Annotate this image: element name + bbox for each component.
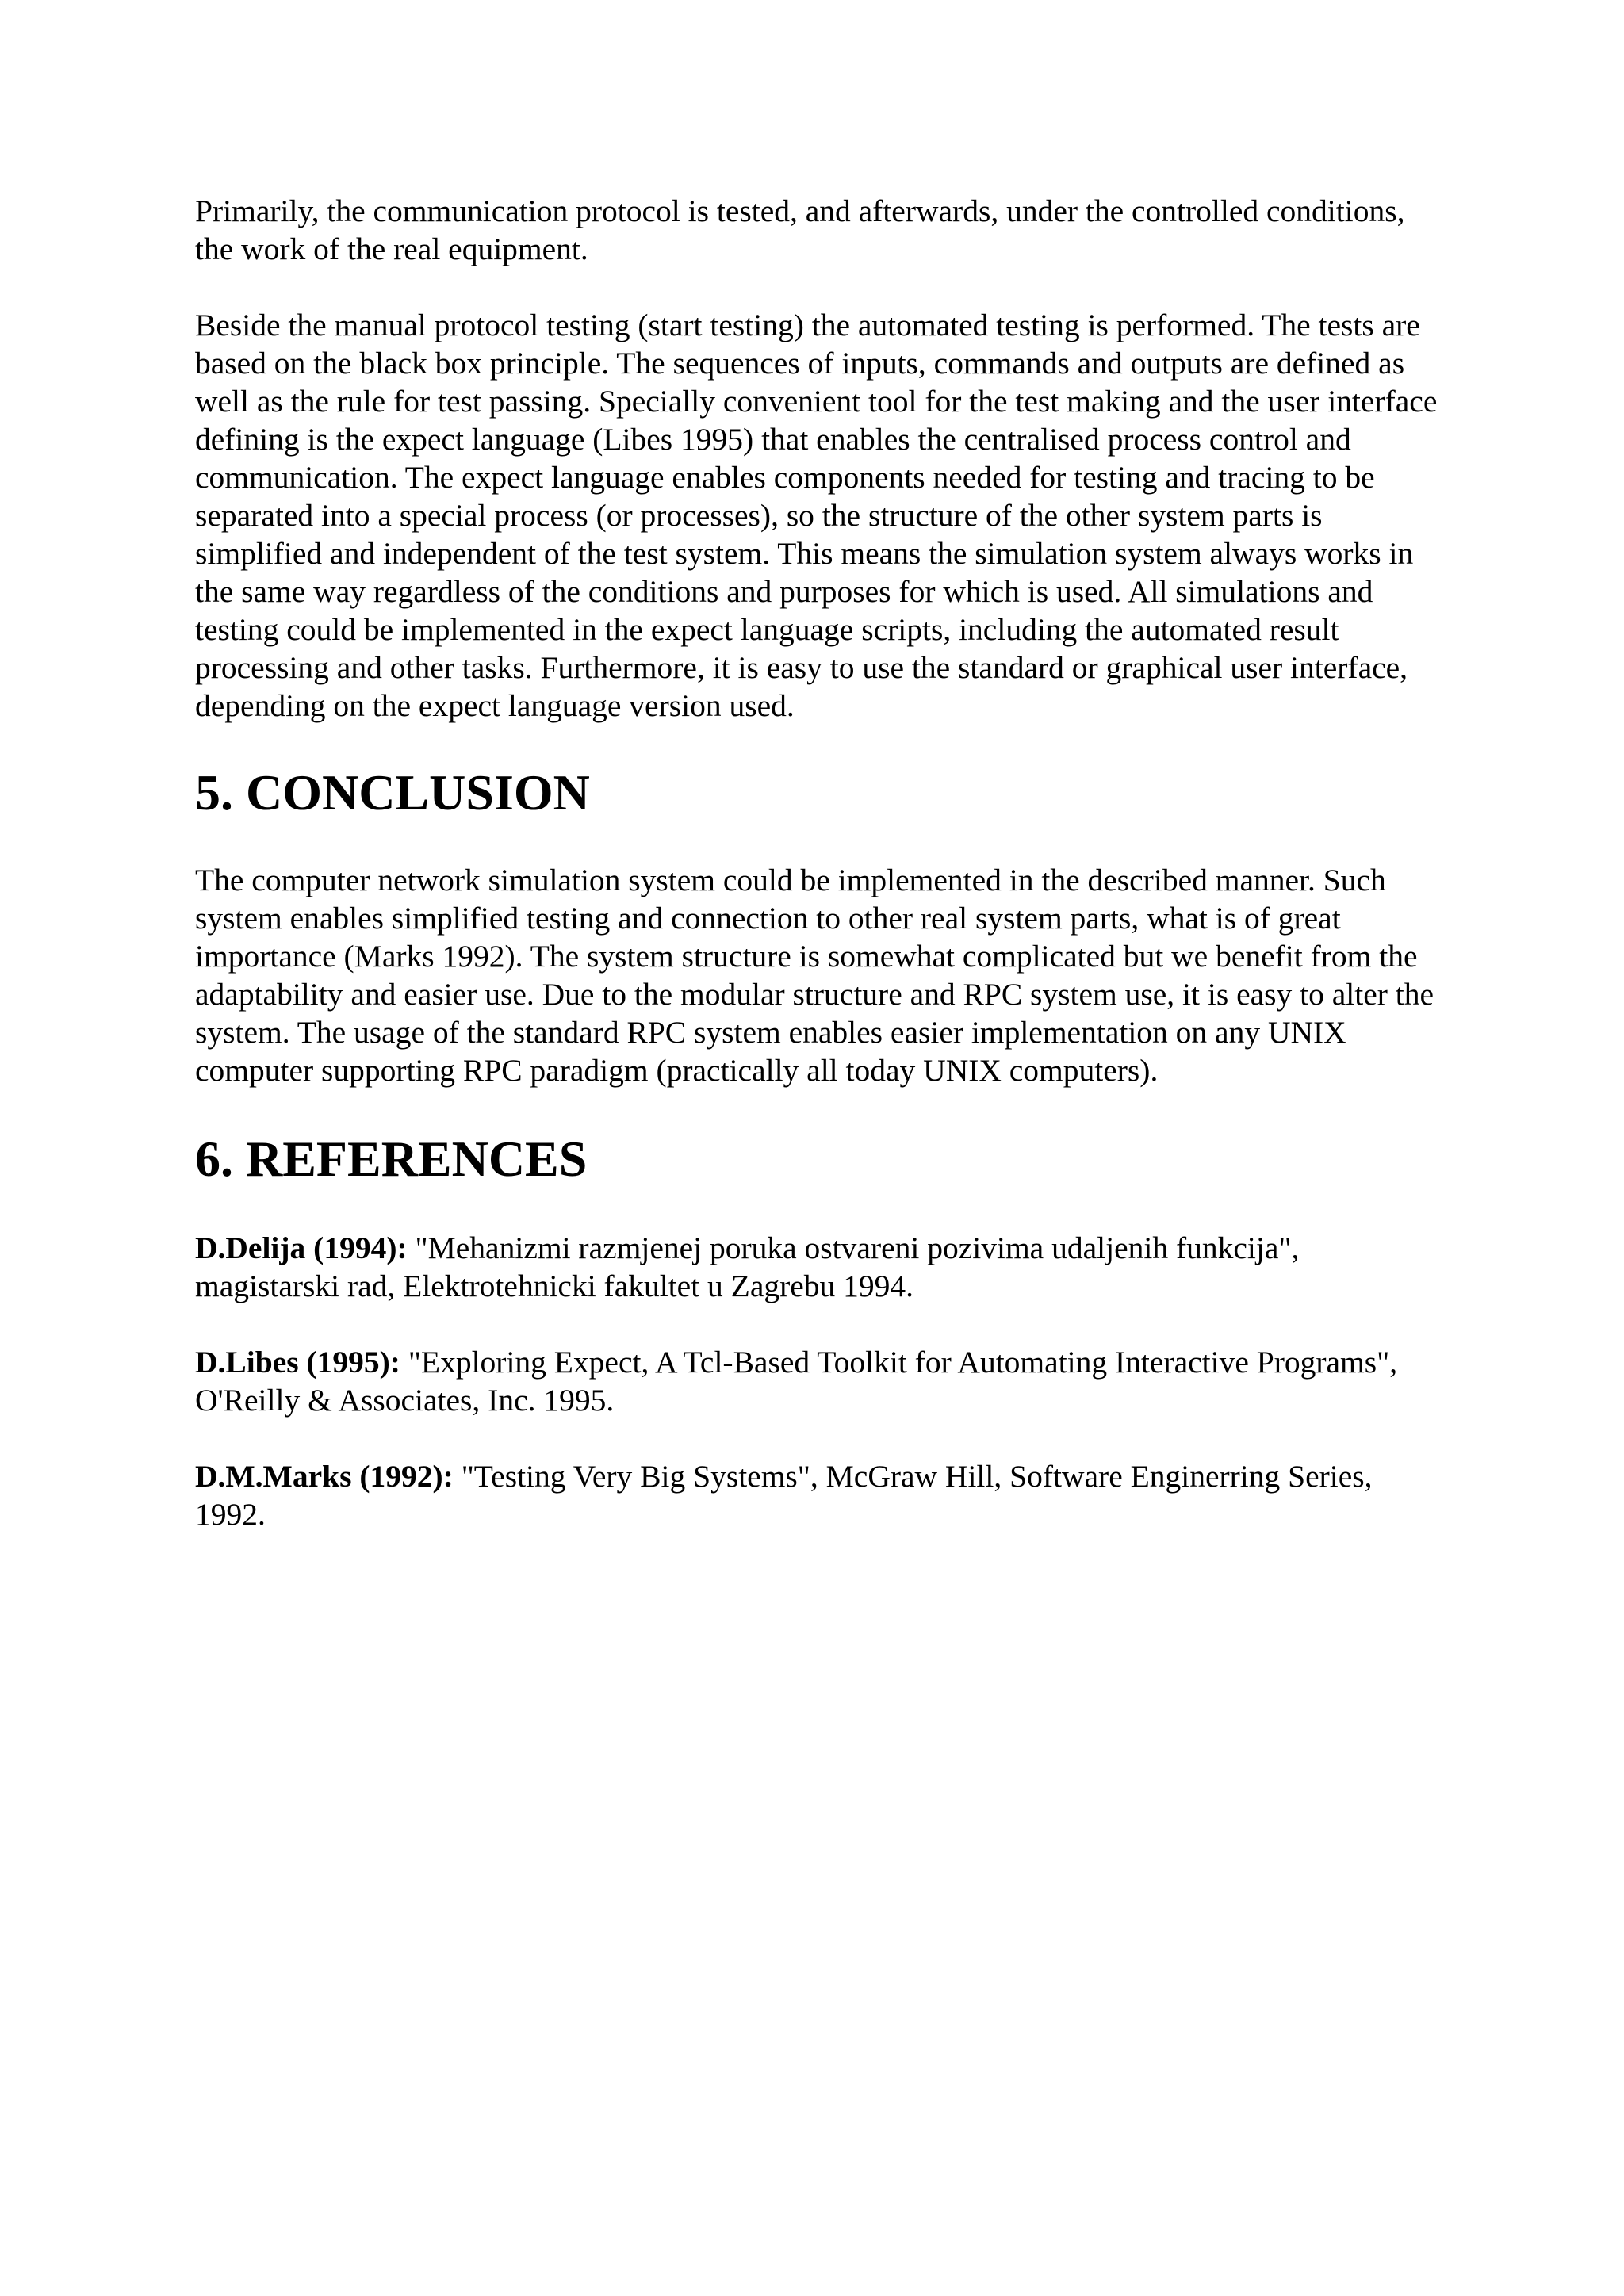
- reference-item-libes: [195, 1343, 1448, 1419]
- reference-key: D.Delija (1994):: [195, 1230, 408, 1265]
- conclusion-paragraph: The computer network simulation system could be implemented in the described manner. Such system enables simplified testing and connection to other real system parts, what is of great importance (Marks 1992). The system structure is somewhat complicated but we benefit from the adaptability and easier use. Due to the modular structure and RPC system use, it is easy to alter the system. The usage of the standard RPC system enables easier implementation on any UNIX computer supporting RPC paradigm (practically all today UNIX computers).: [195, 863, 1434, 1088]
- reference-key: D.Libes (1995):: [195, 1345, 400, 1380]
- reference-text: "Mehanizmi razmjenej poruka ostvareni pozivima udaljenih funkcija", magistarski rad, Elektrotehnicki fakultet u Zagrebu 1994.: [195, 1230, 1300, 1303]
- reference-key: D.M.Marks (1992):: [195, 1459, 454, 1494]
- document-page: [195, 192, 1448, 1571]
- references-heading: 6. REFERENCES: [195, 1131, 588, 1187]
- reference-item-marks: [195, 1457, 1448, 1533]
- conclusion-heading: 5. CONCLUSION: [195, 764, 590, 821]
- reference-list: [195, 1229, 1448, 1533]
- intro-paragraph: Primarily, the communication protocol is tested, and afterwards, under the controlled conditions, the work of the real equipment.: [195, 193, 1405, 266]
- reference-item-delija: [195, 1229, 1448, 1305]
- reference-text: "Testing Very Big Systems", McGraw Hill, Software Enginerring Series, 1992.: [195, 1459, 1373, 1532]
- testing-paragraph: Beside the manual protocol testing (start testing) the automated testing is performed. The tests are based on the black box principle. The sequences of inputs, commands and outputs are defined as well as the rule for test passing. Specially convenient tool for the test making and the user interface defining is the expect language (Libes 1995) that enables the centralised process control and communication. The expect language enables components needed for testing and tracing to be separated into a special process (or processes), so the structure of the other system parts is simplified and independent of the test system. This means the simulation system always works in the same way regardless of the conditions and purposes for which is used. All simulations and testing could be implemented in the expect language scripts, including the automated result processing and other tasks. Furthermore, it is easy to use the standard or graphical user interface, depending on the expect language version used.: [195, 308, 1438, 723]
- reference-text: "Exploring Expect, A Tcl-Based Toolkit for Automating Interactive Programs", O'Reilly & Associates, Inc. 1995.: [195, 1345, 1398, 1418]
